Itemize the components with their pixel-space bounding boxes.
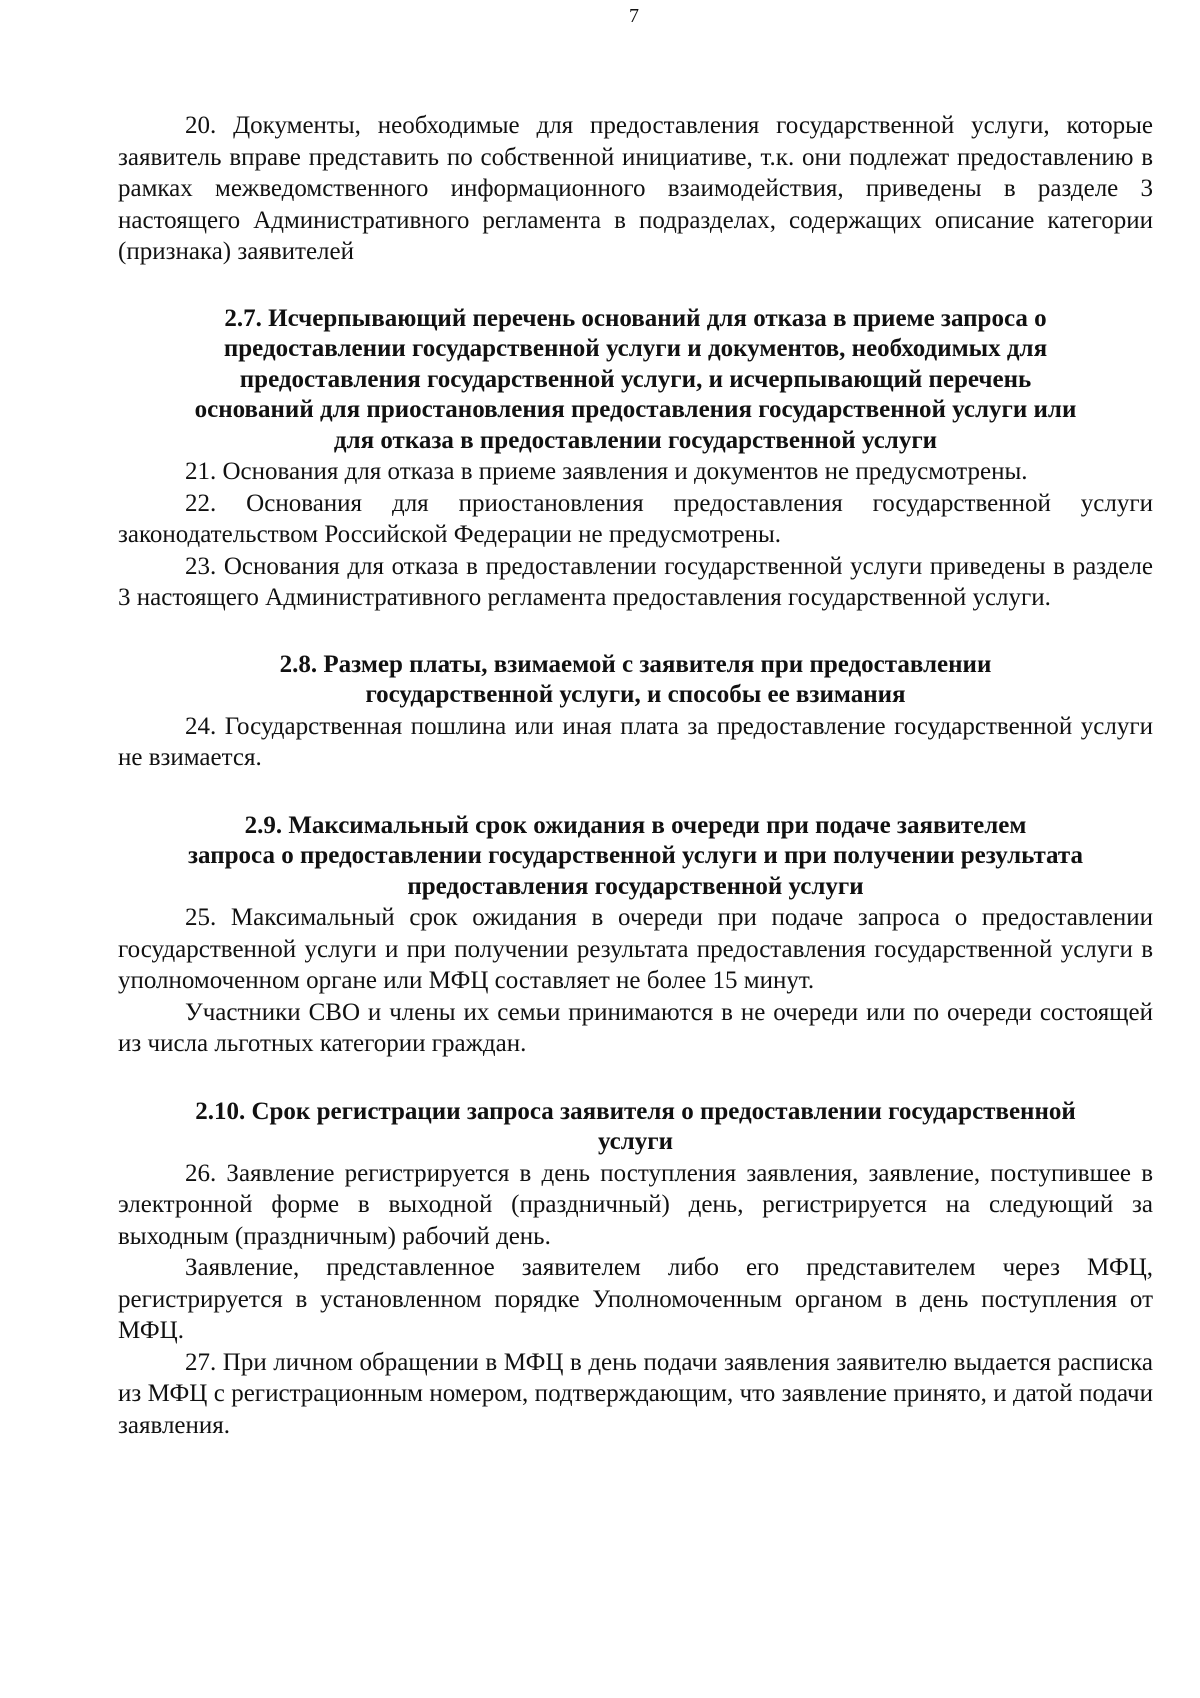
paragraph-21: 21. Основания для отказа в приеме заявления и документов не предусмотрены. [185,458,1028,485]
paragraph-26-mfc: Заявление, представленное заявителем либо его представителем через МФЦ, регистрируется в установленном порядке Уполномоченным органом в день поступления от МФЦ. [118,1254,1153,1344]
heading-line: предоставления государственной услуги, и исчерпывающий перечень [239,365,1032,393]
heading-line: 2.9. Максимальный срок ожидания в очереди при подаче заявителем [244,811,1027,839]
page-number: 7 [629,5,639,27]
paragraph-24: 24. Государственная пошлина или иная плата за предоставление государственной услуги не взимается. [118,712,1153,771]
section-heading-2-9 [118,811,1153,903]
heading-line: услуги [597,1128,674,1155]
heading-line: предоставлении государственной услуги и документов, необходимых для [223,335,1048,362]
heading-line: 2.8. Размер платы, взимаемой с заявителя при предоставлении [279,650,992,678]
heading-line: предоставления государственной услуги [407,872,864,900]
paragraph-23: 23. Основания для отказа в предоставлении государственной услуги приведены в разделе 3 настоящего Административного регламента предоставления государственной услуги. [118,552,1153,611]
heading-line: 2.10. Срок регистрации запроса заявителя о предоставлении государственной [195,1097,1076,1125]
heading-line: оснований для приостановления предоставления государственной услуги или [194,396,1077,423]
paragraph-25: 25. Максимальный срок ожидания в очереди при подаче запроса о предоставлении государственной услуги и при получении результата предоставления государственной услуги в уполномоченном органе или МФЦ составляет не более 15 минут. [118,904,1153,994]
paragraph-25-svo: Участники СВО и члены их семьи принимаются в не очереди или по очереди состоящей из числа льготных категории граждан. [118,998,1153,1057]
heading-line: государственной услуги, и способы ее взимания [365,681,906,708]
heading-line: 2.7. Исчерпывающий перечень оснований для отказа в приеме запроса о [224,304,1047,332]
paragraph-22: 22. Основания для приостановления предоставления государственной услуги законодательством Российской Федерации не предусмотрены. [118,489,1153,548]
heading-line: запроса о предоставлении государственной услуги и при получении результата [188,842,1083,869]
paragraph-26: 26. Заявление регистрируется в день поступления заявления, заявление, поступившее в электронной форме в выходной (праздничный) день, регистрируется на следующий за выходным (праздничным) рабочий день. [118,1159,1153,1250]
heading-line: для отказа в предоставлении государственной услуги [333,426,938,454]
section-heading-2-8 [118,650,1153,711]
paragraph-27: 27. При личном обращении в МФЦ в день подачи заявления заявителю выдается расписка из МФЦ с регистрационным номером, подтверждающим, что заявление принято, и датой подачи заявления. [118,1348,1153,1439]
section-heading-2-10 [118,1097,1153,1158]
section-heading-2-7 [118,304,1153,457]
paragraph-20: 20. Документы, необходимые для предоставления государственной услуги, которые заявитель вправе представить по собственной инициативе, т.к. они подлежат предоставлению в рамках межведомственного информационного взаимодействия, приведены в разделе 3 настоящего Административного регламента в подразделах, содержащих описание категории (признака) заявителей [118,112,1153,265]
document-body [118,110,1153,1441]
